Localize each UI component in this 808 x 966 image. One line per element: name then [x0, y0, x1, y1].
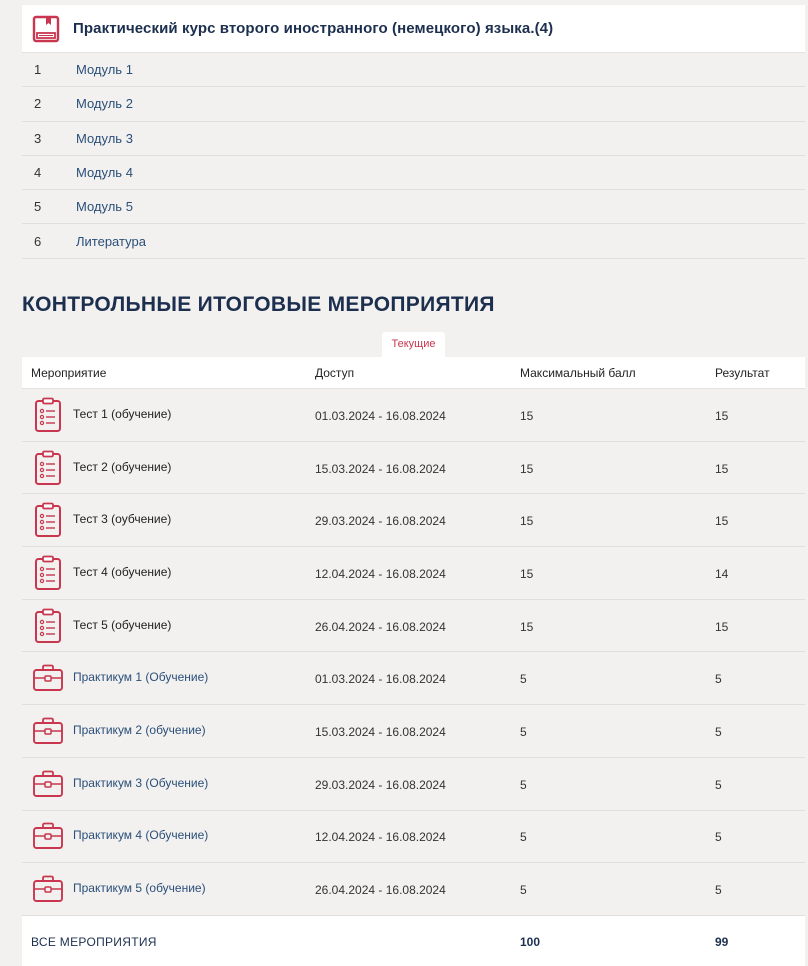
- max-score: 15: [520, 566, 534, 581]
- event-cell: [22, 818, 307, 854]
- event-name[interactable]: Практикум 1 (Обучение): [73, 670, 209, 685]
- section-title: КОНТРОЛЬНЫЕ ИТОГОВЫЕ МЕРОПРИЯТИЯ: [22, 293, 495, 316]
- event-name[interactable]: Практикум 4 (Обучение): [73, 828, 209, 843]
- event-name[interactable]: Тест 1 (обучение): [73, 406, 172, 421]
- event-cell: [22, 871, 307, 907]
- event-name[interactable]: Тест 5 (обучение): [73, 617, 172, 632]
- module-number: 2: [34, 96, 42, 112]
- event-name[interactable]: Тест 3 (оубчение): [73, 512, 172, 527]
- briefcase-practicum-icon: [32, 713, 64, 749]
- result-score: 14: [715, 566, 729, 581]
- header-max-score: Максимальный балл: [520, 365, 636, 380]
- event-name[interactable]: Тест 2 (обучение): [73, 459, 172, 474]
- event-name[interactable]: Практикум 3 (Обучение): [73, 775, 209, 790]
- table-body: [22, 389, 805, 916]
- max-score: 5: [520, 830, 527, 845]
- event-cell: [22, 660, 307, 696]
- max-score: 5: [520, 777, 527, 792]
- table-header: [22, 357, 805, 389]
- access-period: 15.03.2024 - 16.08.2024: [315, 724, 446, 739]
- course-card: [22, 5, 805, 259]
- access-period: 29.03.2024 - 16.08.2024: [315, 777, 446, 792]
- module-row: [22, 122, 805, 156]
- access-period: 01.03.2024 - 16.08.2024: [315, 408, 446, 423]
- event-name[interactable]: Тест 4 (обучение): [73, 564, 172, 579]
- result-score: 5: [715, 883, 722, 898]
- module-row: [22, 190, 805, 224]
- table-row: [22, 652, 805, 705]
- module-link[interactable]: Модуль 5: [76, 199, 133, 215]
- event-cell: [22, 450, 307, 486]
- event-name[interactable]: Практикум 2 (обучение): [73, 722, 206, 737]
- result-score: 5: [715, 724, 722, 739]
- result-score: 5: [715, 830, 722, 845]
- table-row: [22, 600, 805, 653]
- table-row: [22, 758, 805, 811]
- max-score: 5: [520, 883, 527, 898]
- module-link[interactable]: Модуль 2: [76, 96, 133, 112]
- module-number: 4: [34, 165, 42, 181]
- module-row: [22, 53, 805, 87]
- event-cell: [22, 397, 307, 433]
- clipboard-test-icon: [32, 555, 64, 591]
- module-link[interactable]: Модуль 3: [76, 130, 133, 146]
- max-score: 15: [520, 619, 534, 634]
- briefcase-practicum-icon: [32, 766, 64, 802]
- footer-max-total: 100: [520, 934, 541, 949]
- result-score: 5: [715, 672, 722, 687]
- footer-all-events-label: ВСЕ МЕРОПРИЯТИЯ: [31, 934, 157, 949]
- table-row: [22, 547, 805, 600]
- module-link[interactable]: Модуль 4: [76, 165, 133, 181]
- access-period: 26.04.2024 - 16.08.2024: [315, 619, 446, 634]
- module-link[interactable]: Литература: [76, 233, 146, 249]
- max-score: 15: [520, 461, 534, 476]
- access-period: 01.03.2024 - 16.08.2024: [315, 672, 446, 687]
- clipboard-test-icon: [32, 450, 64, 486]
- event-cell: [22, 713, 307, 749]
- header-result: Результат: [715, 365, 770, 380]
- clipboard-test-icon: [32, 502, 64, 538]
- module-number: 3: [34, 130, 42, 146]
- module-number: 6: [34, 233, 42, 249]
- access-period: 15.03.2024 - 16.08.2024: [315, 461, 446, 476]
- max-score: 15: [520, 408, 534, 423]
- table-row: [22, 389, 805, 442]
- event-cell: [22, 766, 307, 802]
- tab-current[interactable]: Текущие: [382, 332, 445, 357]
- access-period: 29.03.2024 - 16.08.2024: [315, 514, 446, 529]
- max-score: 15: [520, 514, 534, 529]
- footer-result-total: 99: [715, 934, 729, 949]
- events-table: [22, 357, 805, 966]
- event-name[interactable]: Практикум 5 (обучение): [73, 881, 206, 896]
- briefcase-practicum-icon: [32, 660, 64, 696]
- course-title[interactable]: Практический курс второго иностранного (немецкого) языка.(4): [73, 20, 554, 37]
- module-number: 5: [34, 199, 42, 215]
- module-number: 1: [34, 62, 42, 78]
- course-header: [22, 5, 805, 53]
- briefcase-practicum-icon: [32, 818, 64, 854]
- event-cell: [22, 555, 307, 591]
- max-score: 5: [520, 672, 527, 687]
- result-score: 15: [715, 619, 729, 634]
- module-list: [22, 53, 805, 259]
- event-cell: [22, 502, 307, 538]
- table-row: [22, 705, 805, 758]
- table-row: [22, 811, 805, 864]
- access-period: 12.04.2024 - 16.08.2024: [315, 566, 446, 581]
- access-period: 12.04.2024 - 16.08.2024: [315, 830, 446, 845]
- module-row: [22, 87, 805, 121]
- module-row: [22, 156, 805, 190]
- book-icon: [32, 15, 60, 43]
- result-score: 15: [715, 408, 729, 423]
- result-score: 5: [715, 777, 722, 792]
- table-footer: [22, 916, 805, 966]
- result-score: 15: [715, 461, 729, 476]
- table-row: [22, 442, 805, 495]
- header-event: Мероприятие: [31, 365, 107, 380]
- module-link[interactable]: Модуль 1: [76, 62, 133, 78]
- result-score: 15: [715, 514, 729, 529]
- event-cell: [22, 608, 307, 644]
- clipboard-test-icon: [32, 397, 64, 433]
- header-access: Доступ: [315, 365, 355, 380]
- table-row: [22, 494, 805, 547]
- clipboard-test-icon: [32, 608, 64, 644]
- max-score: 5: [520, 724, 527, 739]
- table-row: [22, 863, 805, 916]
- briefcase-practicum-icon: [32, 871, 64, 907]
- access-period: 26.04.2024 - 16.08.2024: [315, 883, 446, 898]
- module-row: [22, 224, 805, 258]
